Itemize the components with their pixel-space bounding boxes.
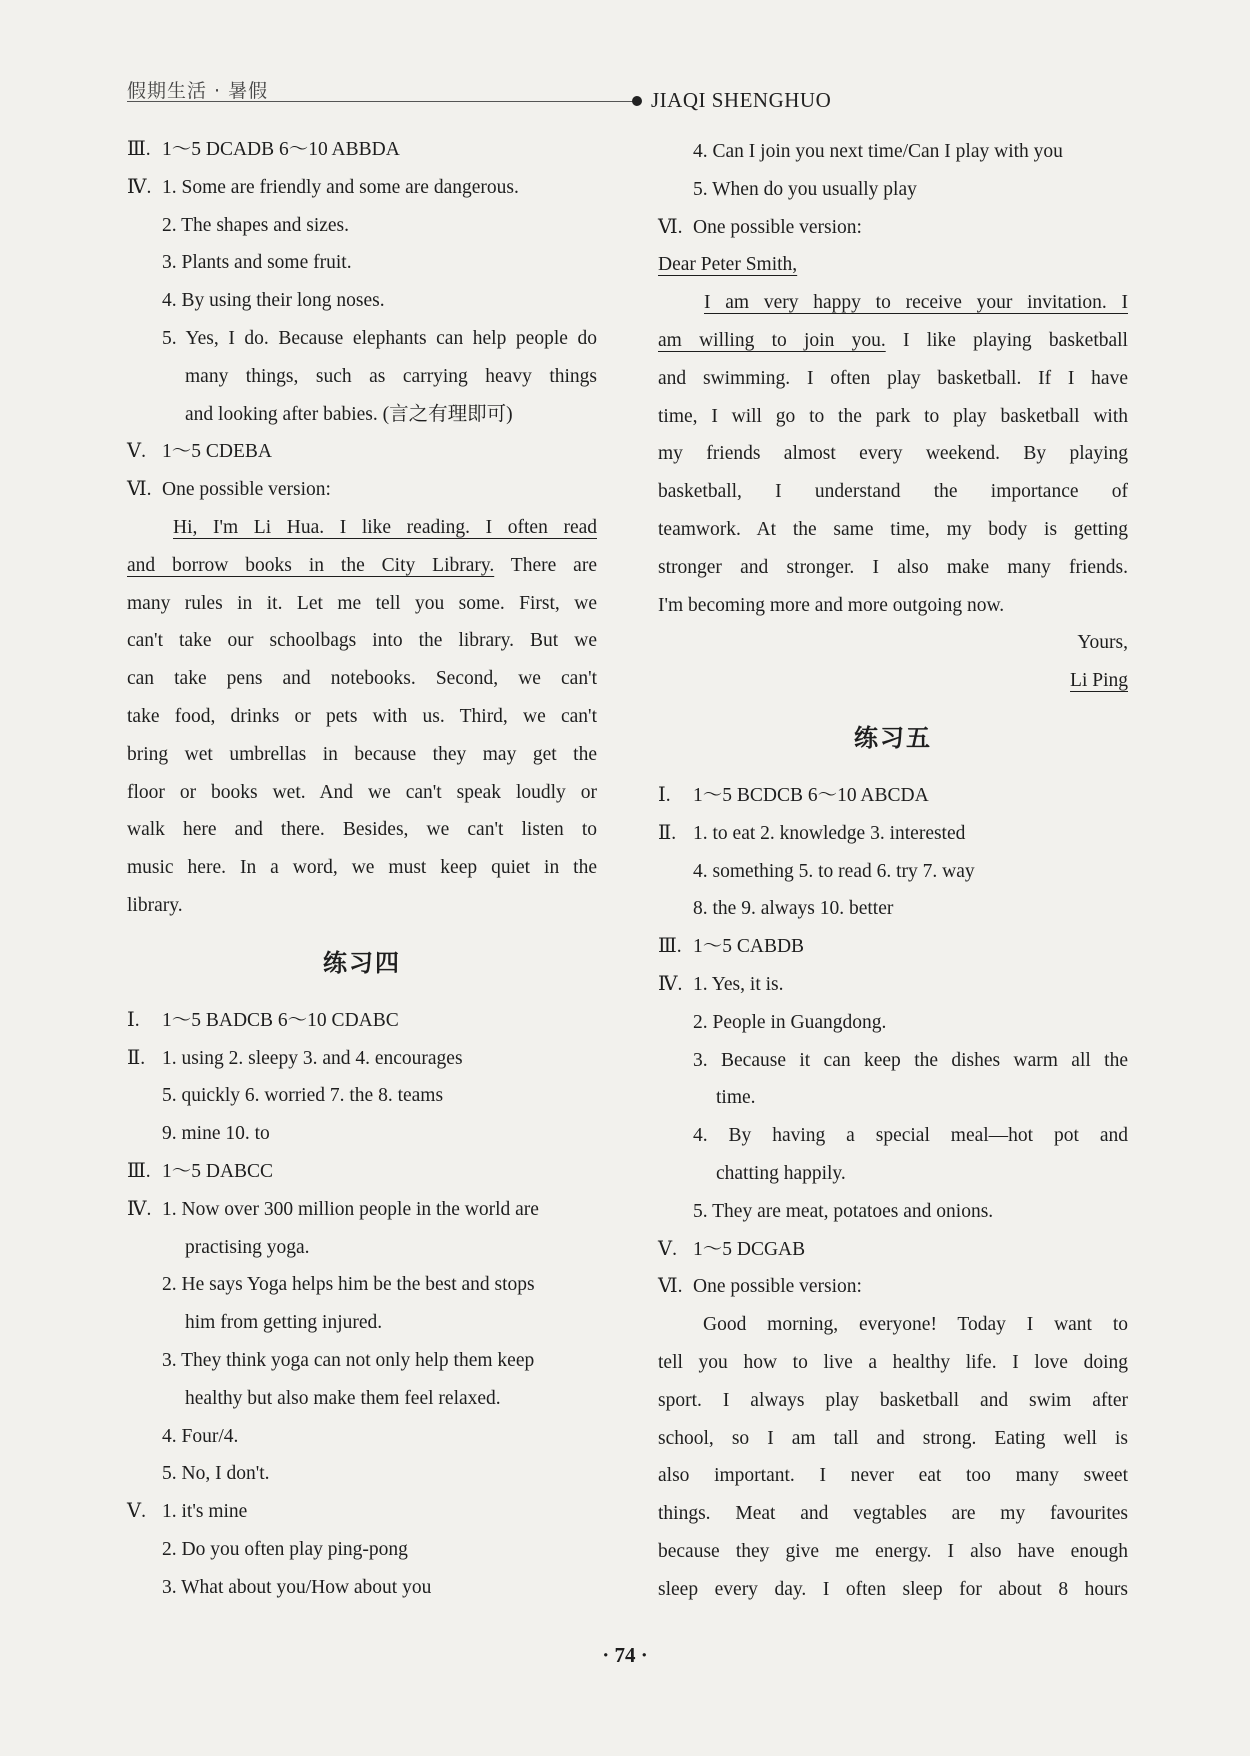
answer-line: 5. They are meat, potatoes and onions. — [693, 1200, 994, 1222]
essay-line: sport. I always play basketball and swim after — [658, 1389, 1128, 1411]
letter-salutation: Dear Peter Smith, — [658, 254, 798, 276]
answer-line: Ⅳ. 1. Some are friendly and some are dangerous. — [127, 176, 519, 198]
section-title: 练习四 — [323, 948, 401, 977]
header-book-title: 假期生活 · 暑假 — [127, 80, 269, 102]
answer-line: practising yoga. — [185, 1236, 310, 1258]
essay-line: because they give me energy. I also have enough — [658, 1540, 1128, 1562]
answer-line: 4. Can I join you next time/Can I play with you — [693, 141, 1063, 162]
essay-line: my friends almost every weekend. By playing — [658, 443, 1128, 465]
answer-line: Ⅴ. 1～5 DCGAB — [658, 1238, 806, 1260]
underlined-sentence: am willing to join you. — [658, 329, 886, 351]
essay-line — [658, 284, 1128, 322]
essay-line: and swimming. I often play basketball. If I have — [658, 367, 1128, 389]
answer-line: time. — [716, 1087, 756, 1109]
right-column — [658, 133, 1128, 1608]
answer-line: Ⅵ. One possible version: — [658, 1276, 862, 1298]
answer-line: 5. When do you usually play — [693, 178, 917, 200]
essay-line: Good morning, everyone! Today I want to — [703, 1314, 1128, 1336]
letter-closing: Yours, — [1077, 632, 1128, 654]
answer-line: 3. They think yoga can not only help them keep — [162, 1349, 535, 1371]
answer-line: Ⅰ. 1～5 BADCB 6～10 CDABC — [127, 1009, 399, 1031]
essay-line: can't take our schoolbags into the library. But we — [127, 630, 597, 652]
answer-line: Ⅵ. One possible version: — [658, 216, 862, 238]
essay-line: I'm becoming more and more outgoing now. — [658, 594, 1005, 616]
answer-line: Ⅴ. 1. it's mine — [127, 1501, 248, 1523]
underlined-sentence: Hi, I'm Li Hua. I like reading. I often read — [173, 516, 597, 538]
essay-line: time, I will go to the park to play basketball with — [658, 405, 1128, 427]
answer-line: Ⅲ. 1～5 CABDB — [658, 936, 805, 958]
essay-line: can take pens and notebooks. Second, we can't — [127, 668, 597, 690]
essay-line: school, so I am tall and strong. Eating well is — [658, 1427, 1128, 1449]
essay-line: teamwork. At the same time, my body is getting — [658, 518, 1128, 540]
essay-line: many rules in it. Let me tell you some. First, we — [127, 592, 597, 614]
answer-line: 2. People in Guangdong. — [693, 1011, 887, 1033]
section-title: 练习五 — [854, 723, 932, 752]
essay-line — [127, 509, 597, 547]
answer-line: Ⅱ. 1. using 2. sleepy 3. and 4. encourages — [127, 1047, 463, 1069]
essay-line: am willing to join you. I like playing basketball — [658, 329, 1128, 351]
answer-line: 4. By using their long noses. — [162, 290, 385, 312]
letter-signature: Li Ping — [1070, 670, 1128, 692]
essay-line: basketball, I understand the importance of — [658, 481, 1128, 503]
answer-line: chatting happily. — [716, 1162, 846, 1184]
answer-line: Ⅲ. 1～5 DABCC — [127, 1160, 274, 1182]
answer-line: Ⅱ. 1. to eat 2. knowledge 3. interested — [658, 822, 966, 844]
essay-line: floor or books wet. And we can't speak loudly or — [127, 781, 597, 803]
answer-line: and looking after babies. (言之有理即可) — [185, 403, 513, 425]
answer-line: Ⅳ. 1. Now over 300 million people in the world are — [127, 1198, 539, 1220]
answer-line: 8. the 9. always 10. better — [693, 898, 894, 920]
essay-line: take food, drinks or pets with us. Third, we can't — [127, 705, 597, 727]
answer-line: 3. Because it can keep the dishes warm all the — [693, 1049, 1128, 1071]
page-number: · 74 · — [602, 1643, 648, 1667]
answer-line: Ⅳ. 1. Yes, it is. — [658, 973, 784, 995]
left-column — [127, 131, 597, 1606]
answer-line: him from getting injured. — [185, 1312, 383, 1334]
essay-line: also important. I never eat too many sweet — [658, 1465, 1128, 1487]
answer-line: 2. Do you often play ping-pong — [162, 1538, 408, 1560]
answer-line: Ⅲ. 1～5 DCADB 6～10 ABBDA — [127, 139, 400, 160]
header-pinyin-title: JIAQI SHENGHUO — [651, 88, 832, 112]
header-rule — [127, 101, 635, 102]
essay-line: music here. In a word, we must keep quiet in the — [127, 857, 597, 879]
essay-line: things. Meat and vegtables are my favourites — [658, 1503, 1128, 1525]
answer-line: 5. quickly 6. worried 7. the 8. teams — [162, 1085, 444, 1107]
answer-line: 4. something 5. to read 6. try 7. way — [693, 860, 975, 882]
answer-line: 2. He says Yoga helps him be the best and stops — [162, 1274, 535, 1296]
answer-line: 9. mine 10. to — [162, 1123, 270, 1145]
answer-line: many things, such as carrying heavy things — [185, 365, 597, 387]
essay-line: and borrow books in the City Library. There are — [127, 554, 597, 576]
essay-line: stronger and stronger. I also make many friends. — [658, 556, 1128, 578]
answer-line: 2. The shapes and sizes. — [162, 214, 350, 236]
answer-line: 3. What about you/How about you — [162, 1576, 432, 1598]
answer-line: 4. By having a special meal—hot pot and — [693, 1125, 1128, 1147]
essay-line: bring wet umbrellas in because they may get the — [127, 743, 597, 765]
answer-line: 5. No, I don't. — [162, 1463, 270, 1485]
essay-line: tell you how to live a healthy life. I love doing — [658, 1351, 1128, 1373]
answer-line: 4. Four/4. — [162, 1425, 239, 1447]
essay-line: walk here and there. Besides, we can't listen to — [127, 819, 597, 841]
essay-line: library. — [127, 894, 183, 916]
essay-line: sleep every day. I often sleep for about 8 hours — [658, 1578, 1128, 1600]
answer-line: Ⅴ. 1～5 CDEBA — [127, 441, 272, 463]
answer-line: 3. Plants and some fruit. — [162, 252, 352, 274]
underlined-sentence: and borrow books in the City Library. — [127, 554, 495, 576]
underlined-sentence: I am very happy to receive your invitation. I — [704, 292, 1128, 314]
answer-line: Ⅵ. One possible version: — [127, 479, 331, 501]
answer-line: 5. Yes, I do. Because elephants can help people do — [162, 327, 597, 349]
answer-line: Ⅰ. 1～5 BCDCB 6～10 ABCDA — [658, 784, 929, 806]
answer-line: healthy but also make them feel relaxed. — [185, 1387, 501, 1409]
header-bullet-icon — [632, 96, 642, 106]
